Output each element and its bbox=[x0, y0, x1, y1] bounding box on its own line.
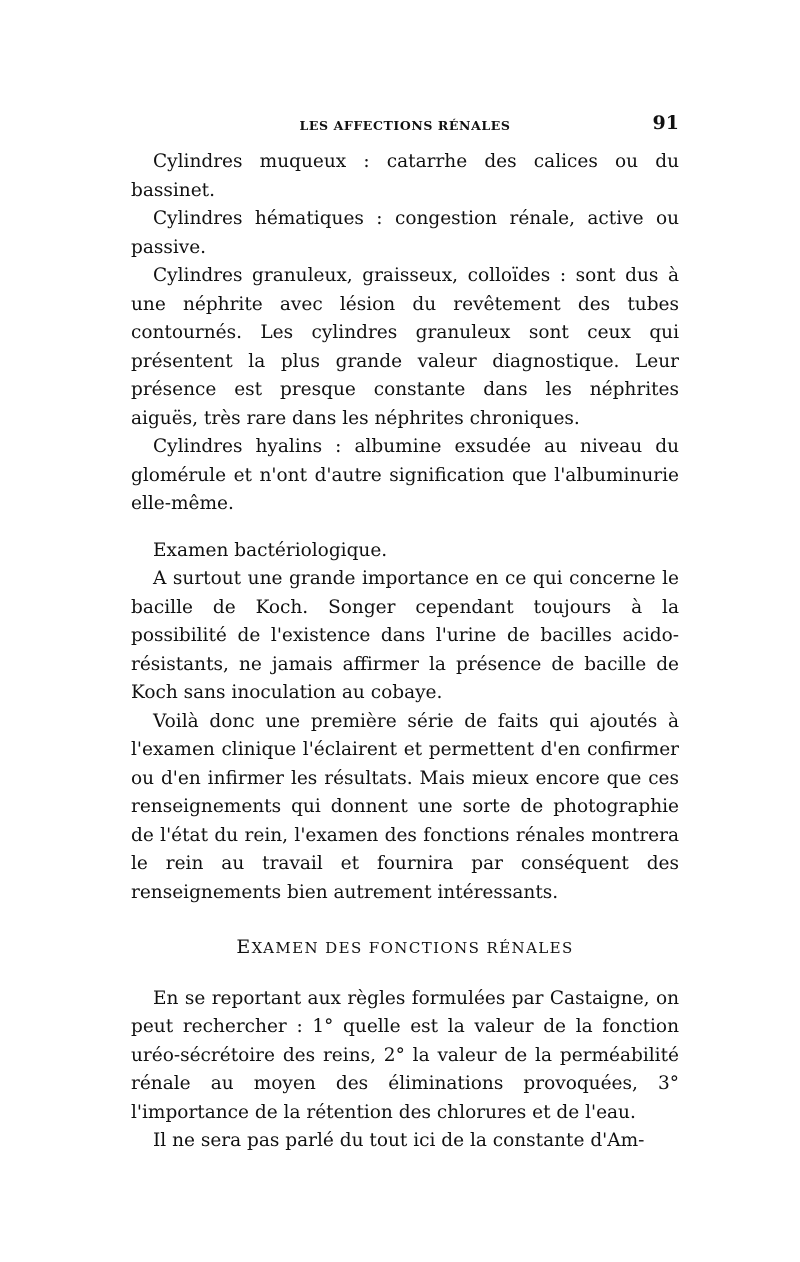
paragraph-castaigne: En se reportant aux règles formulées par Castaigne, on peut rechercher : 1° quelle est la valeur de la fonction uréo-sécrétoire des reins, 2° la valeur de la perméabilité rénale au moyen des éliminations provoquées, 3° l'importance de la rétention des chlorures et de l'eau. bbox=[131, 987, 679, 1123]
paragraph-examen-bacteriologique: Examen bactériologique. bbox=[153, 539, 388, 561]
running-title: LES AFFECTIONS RÉNALES bbox=[299, 118, 511, 133]
section-heading-initial: E bbox=[236, 936, 252, 958]
page-number: 91 bbox=[652, 112, 679, 134]
section-heading bbox=[131, 933, 679, 963]
paragraph-gap bbox=[131, 519, 679, 537]
paragraph-cylindres-muqueux: Cylindres muqueux : catarrhe des calices ou du bassinet. bbox=[131, 151, 679, 201]
paragraph-cylindres-granuleux: Cylindres granuleux, graisseux, colloïdes : sont dus à une néphrite avec lésion du revêtement des tubes contournés. Les cylindres granuleux sont ceux qui présentent la plus grande valeur diagnostique. Leur présence est presque constante dans les néphrites aiguës, très rare dans les néphrites chroniques. bbox=[131, 265, 679, 429]
section-heading-rest: XAMEN DES FONCTIONS RÉNALES bbox=[251, 939, 574, 957]
paragraph-cylindres-hematiques: Cylindres hématiques : congestion rénale, active ou passive. bbox=[131, 208, 679, 258]
running-head bbox=[131, 112, 679, 138]
body-text bbox=[131, 148, 679, 1156]
paragraph-cylindres-hyalins: Cylindres hyalins : albumine exsudée au niveau du glomérule et n'ont d'autre signification que l'albuminurie elle-même. bbox=[131, 436, 679, 514]
paragraph-premiere-serie: Voilà donc une première série de faits qui ajoutés à l'examen clinique l'éclairent et permettent d'en confirmer ou d'en infirmer les résultats. Mais mieux encore que ces renseignements qui donnent une sorte de photographie de l'état du rein, l'examen des fonctions rénales montrera le rein au travail et fournira par conséquent des renseignements bien autrement intéressants. bbox=[131, 710, 679, 903]
book-page bbox=[131, 112, 679, 1156]
paragraph-bacille-de-koch: A surtout une grande importance en ce qui concerne le bacille de Koch. Songer cependant toujours à la possibilité de l'existence dans l'urine de bacilles acido-résistants, ne jamais affirmer la présence de bacille de Koch sans inoculation au cobaye. bbox=[131, 568, 679, 703]
paragraph-constante: Il ne sera pas parlé du tout ici de la constante d'Am- bbox=[153, 1130, 645, 1151]
